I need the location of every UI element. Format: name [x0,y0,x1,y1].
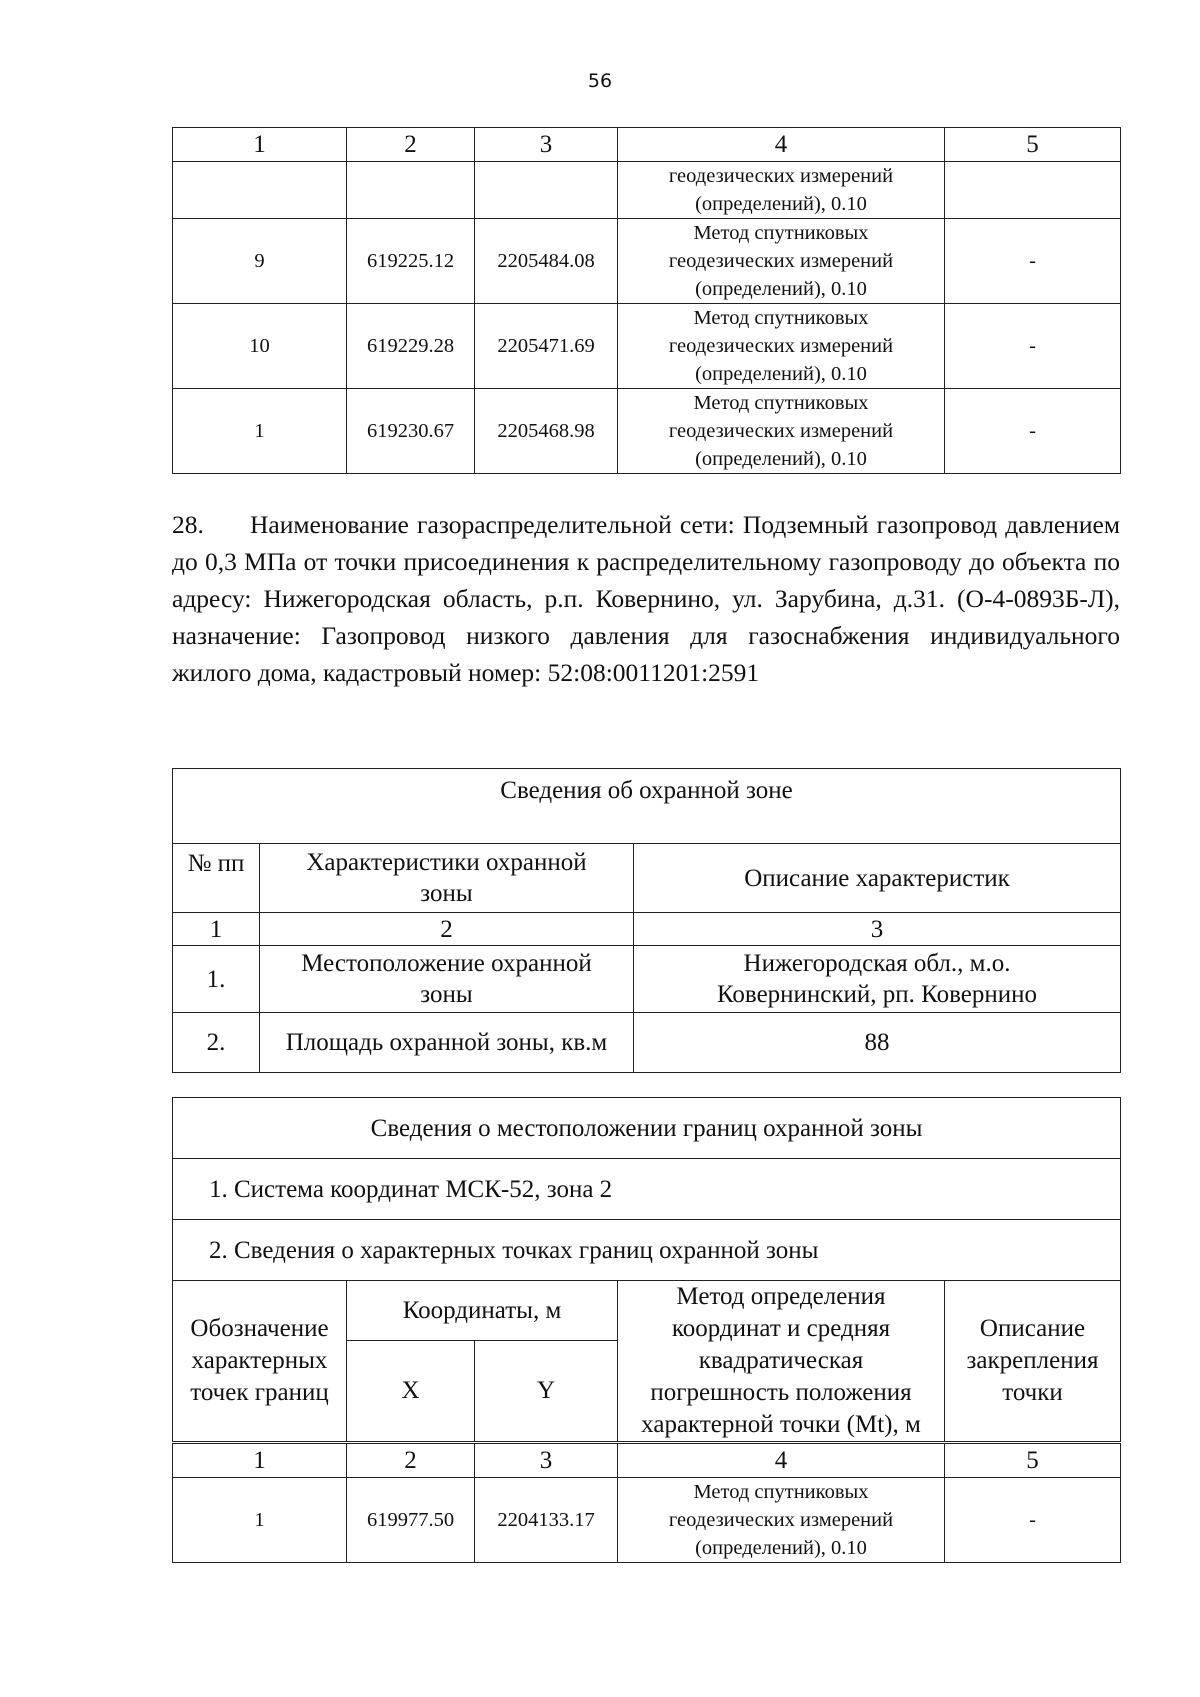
row-number: 1. [173,946,260,1013]
fixing-cell: - [945,389,1121,474]
method-cell: геодезических измерений (определений), 0.10 [618,162,945,219]
table-number-row [173,913,1121,946]
points-title-row [173,1220,1121,1281]
table-row [173,219,1121,304]
point-cell: 1 [173,1478,347,1563]
number-cell: 1 [173,913,260,946]
characteristic-value: 88 [634,1013,1121,1073]
method-cell: Метод спутниковых геодезических измерений (определений), 0.10 [618,1478,945,1563]
header-cell: 5 [945,128,1121,162]
section-paragraph [172,506,1120,691]
header-x: X [347,1340,475,1442]
fixing-cell: - [945,304,1121,389]
header-designation: Обозначение характерных точек границ [173,1281,347,1443]
table-header-row [173,128,1121,162]
header-cell: 2 [347,128,475,162]
y-cell: 2205468.98 [475,389,618,474]
method-cell: Метод спутниковых геодезических измерений (определений), 0.10 [618,219,945,304]
table-row [173,1013,1121,1073]
number-cell: 3 [475,1443,618,1478]
header-method: Метод определения координат и средняя квадратическая погрешность положения характерной точки (Mt), м [618,1281,945,1443]
points-title: 2. Сведения о характерных точках границ охранной зоны [173,1220,1121,1281]
table-header-row [173,844,1121,913]
characteristic-name: Местоположение охранной зоны [260,946,634,1013]
row-number: 2. [173,1013,260,1073]
header-coordinates: Координаты, м [347,1281,618,1341]
header-cell: № пп [173,844,260,913]
table-title-row [173,769,1121,844]
table-row [173,304,1121,389]
table-row [173,1478,1121,1563]
number-cell: 4 [618,1443,945,1478]
fixing-cell: - [945,1478,1121,1563]
number-cell: 1 [173,1443,347,1478]
table-row [173,162,1121,219]
header-cell: Характеристики охранной зоны [260,844,634,913]
table-title-row [173,1098,1121,1159]
point-cell: 10 [173,304,347,389]
number-cell: 2 [260,913,634,946]
characteristic-value: Нижегородская обл., м.о. Ковернинский, рп. Ковернино [634,946,1121,1013]
header-cell: 1 [173,128,347,162]
coordinate-system: 1. Система координат МСК-52, зона 2 [173,1159,1121,1220]
x-cell: 619230.67 [347,389,475,474]
x-cell: 619977.50 [347,1478,475,1563]
header-y: Y [475,1340,618,1442]
x-cell: 619225.12 [347,219,475,304]
x-cell: 619229.28 [347,304,475,389]
table-header-row [173,1281,1121,1341]
boundary-points-table [172,1097,1121,1563]
table-number-row [173,1443,1121,1478]
y-cell: 2204133.17 [475,1478,618,1563]
header-cell: Описание характеристик [634,844,1121,913]
method-cell: Метод спутниковых геодезических измерений (определений), 0.10 [618,389,945,474]
point-cell: 9 [173,219,347,304]
fixing-cell: - [945,219,1121,304]
method-cell: Метод спутниковых геодезических измерений (определений), 0.10 [618,304,945,389]
header-cell: 3 [475,128,618,162]
y-cell: 2205471.69 [475,304,618,389]
characteristic-name: Площадь охранной зоны, кв.м [260,1013,634,1073]
section-number: 28. [172,510,204,539]
number-cell: 2 [347,1443,475,1478]
page-number: 56 [587,70,613,92]
table-title: Сведения об охранной зоне [173,769,1121,844]
header-fixing: Описание закрепления точки [945,1281,1121,1443]
header-cell: 4 [618,128,945,162]
table-row [173,389,1121,474]
table-title: Сведения о местоположении границ охранной зоны [173,1098,1121,1159]
point-cell: 1 [173,389,347,474]
protection-zone-table [172,768,1121,1073]
table-row [173,946,1121,1013]
y-cell: 2205484.08 [475,219,618,304]
coordinates-table-continued [172,127,1121,474]
section-text: Наименование газораспределительной сети: Подземный газопровод давлением до 0,3 МПа от точки присоединения к распределительному газопроводу до объекта по адресу: Нижегородская область, р.п. Ковернино, ул. Зарубина, д.31. (О-4-0893Б-Л), назначение: Газопровод низкого давления для газоснабжения индивидуального жилого дома, кадастровый номер: 52:08:0011201:2591 [172,510,1120,687]
coordinate-system-row [173,1159,1121,1220]
number-cell: 5 [945,1443,1121,1478]
number-cell: 3 [634,913,1121,946]
